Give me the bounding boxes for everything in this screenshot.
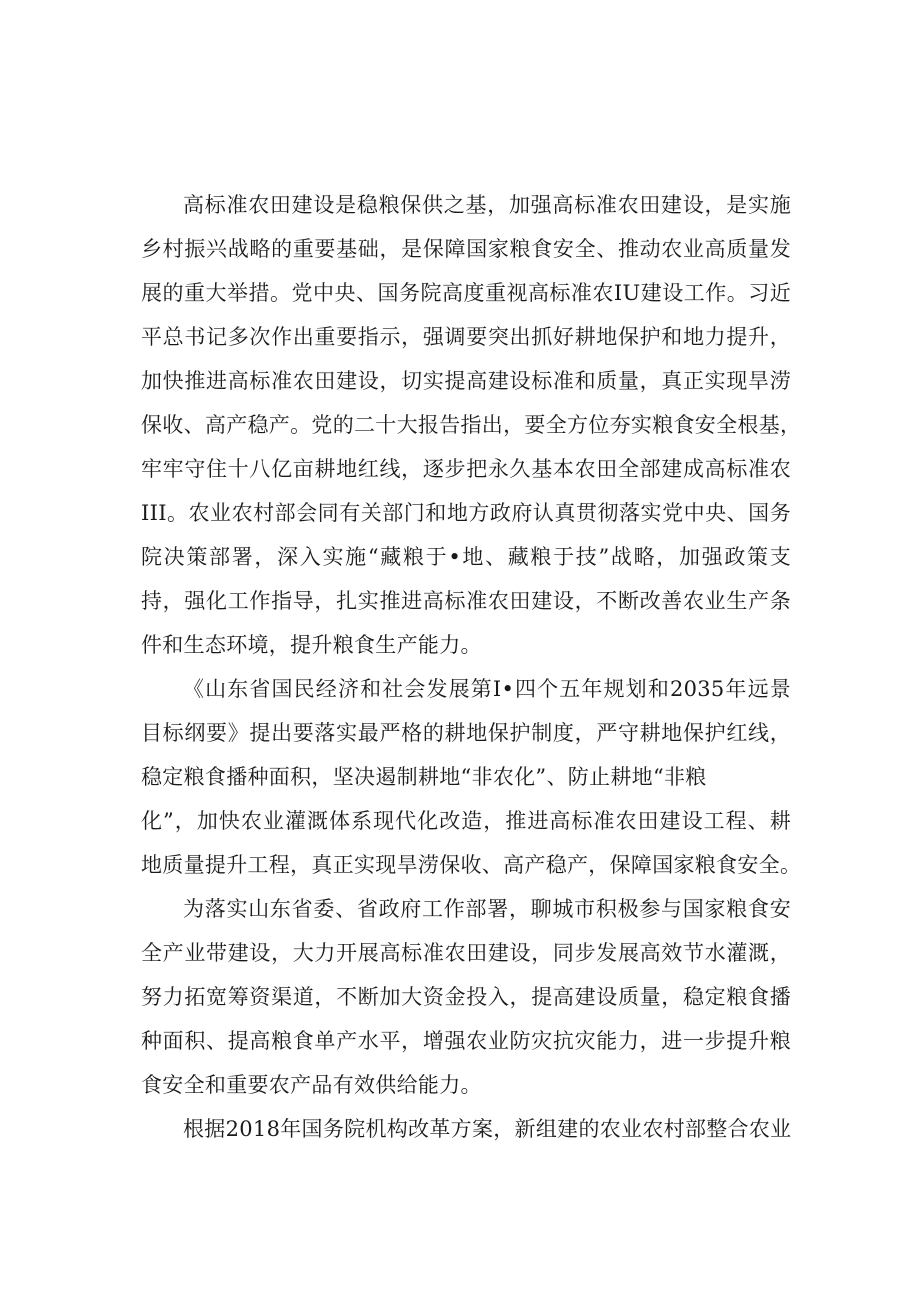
paragraph-1 xyxy=(141,183,802,667)
paragraph-line: 为落实山东省委、省政府工作部署，聊城市积极参与国家粮食安 xyxy=(183,897,791,921)
paragraph-line: 目标纲要》提出要落实最严格的耕地保护制度，严守耕地保护红线， xyxy=(141,721,791,745)
paragraph-line: 平总书记多次作出重要指示，强调要突出抓好耕地保护和地力提升， xyxy=(141,325,791,349)
paragraph-3 xyxy=(141,887,791,1107)
paragraph-line: III。农业农村部会同有关部门和地方政府认真贯彻落实党中央、国务 xyxy=(141,501,791,525)
paragraph-line: 牢牢守住十八亿亩耕地红线，逐步把永久基本农田全部建成高标准农 xyxy=(141,457,791,481)
paragraph-line: 持，强化工作指导，扎实推进高标准农田建设，不断改善农业生产条 xyxy=(141,589,791,613)
paragraph-line: 稳定粮食播种面积，坚决遏制耕地“非农化”、防止耕地“非粮 xyxy=(141,765,707,789)
document-body xyxy=(141,183,802,1151)
paragraph-line: 努力拓宽筹资渠道，不断加大资金投入，提高建设质量，稳定粮食播 xyxy=(141,985,791,1009)
paragraph-line: 种面积、提高粮食单产水平，增强农业防灾抗灾能力，进一步提升粮 xyxy=(141,1029,791,1053)
paragraph-line: 加快推进高标准农田建设，切实提高建设标准和质量，真正实现旱涝 xyxy=(141,369,791,393)
paragraph-line: 高标准农田建设是稳粮保供之基，加强高标准农田建设，是实施 xyxy=(183,193,791,217)
paragraph-line: 展的重大举措。党中央、国务院高度重视高标准农IU建设工作。习近 xyxy=(141,281,791,305)
paragraph-line: 乡村振兴战略的重要基础，是保障国家粮食安全、推动农业高质量发 xyxy=(141,237,791,261)
paragraph-line: 地质量提升工程，真正实现旱涝保收、高产稳产，保障国家粮食安全。 xyxy=(141,853,802,877)
paragraph-line: 全产业带建设，大力开展高标准农田建设，同步发展高效节水灌溉， xyxy=(141,941,791,965)
paragraph-line: 保收、高产稳产。党的二十大报告指出，要全方位夯实粮食安全根基， xyxy=(141,413,802,437)
paragraph-line: 《山东省国民经济和社会发展第I•四个五年规划和2035年远景 xyxy=(183,677,791,701)
paragraph-line: 化”，加快农业灌溉体系现代化改造，推进高标准农田建设工程、耕 xyxy=(141,809,791,833)
paragraph-line: 院决策部署，深入实施“藏粮于•地、藏粮于技”战略，加强政策支 xyxy=(141,545,791,569)
paragraph-line: 件和生态环境，提升粮食生产能力。 xyxy=(141,633,482,657)
paragraph-2 xyxy=(141,667,802,887)
paragraph-line: 食安全和重要农产品有效供给能力。 xyxy=(141,1073,482,1097)
paragraph-line: 根据2018年国务院机构改革方案，新组建的农业农村部整合农业 xyxy=(183,1117,792,1141)
paragraph-4 xyxy=(141,1107,791,1151)
